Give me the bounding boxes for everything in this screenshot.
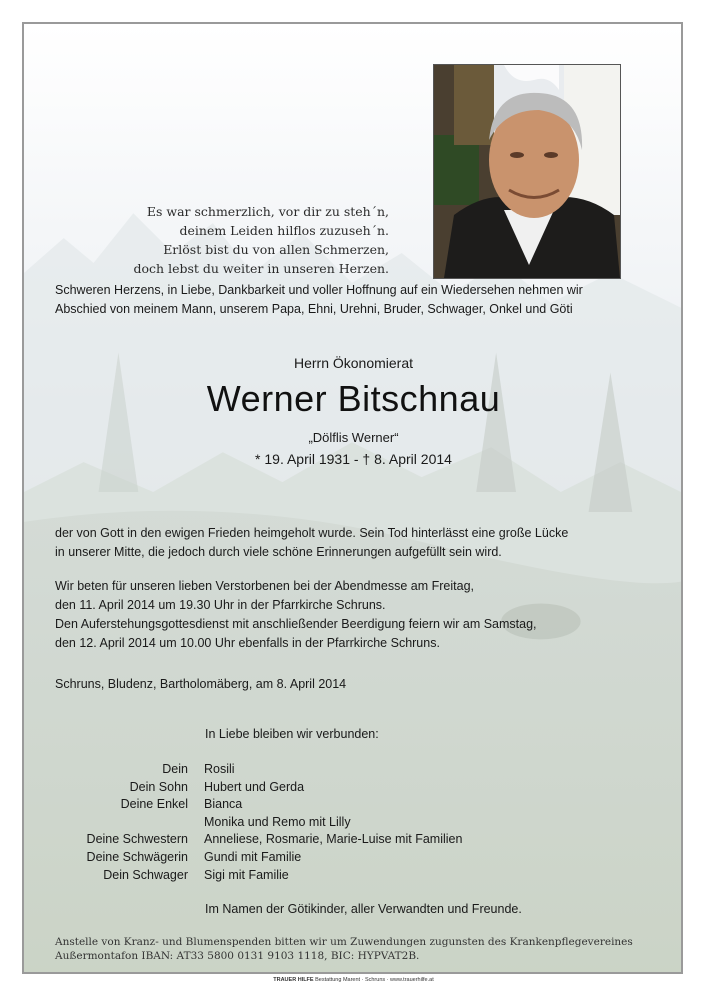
poem-line: Es war schmerzlich, vor dir zu steh´n, [146,204,389,219]
poem-line: deinem Leiden hilflos zuzuseh´n. [179,223,389,238]
donation-line: Außermontafon IBAN: AT33 5800 0131 9103 1118, BIC: HYPVAT2B. [55,950,420,962]
family-names: Monika und Remo mit Lilly [204,814,351,829]
family-relation: Deine Enkel [120,797,188,812]
intro-line: Abschied von meinem Mann, unserem Papa, Ehni, Urehni, Bruder, Schwager, Onkel und Göti [55,302,573,316]
family-names: Bianca [204,797,243,812]
family-row [0,814,462,832]
family-names: Hubert und Gerda [204,779,305,794]
family-names: Gundi mit Familie [204,849,302,864]
paragraph-line: in unserer Mitte, die jedoch durch viele schöne Erinnerungen aufgefüllt sein wird. [55,545,502,559]
family-relation: Deine Schwestern [86,832,188,847]
paragraph-services [55,577,655,653]
family-row [0,849,462,867]
poem [109,202,389,278]
donation-line: Anstelle von Kranz- und Blumenspenden bitten wir um Zuwendungen zugunsten des Krankenpflegevereines [55,936,633,948]
family-relation [0,814,204,832]
intro-text [55,281,635,319]
family-row [0,796,462,814]
intro-line: Schweren Herzens, in Liebe, Dankbarkeit und voller Hoffnung auf ein Wiedersehen nehmen wir [55,283,583,297]
place-date: Schruns, Bludenz, Bartholomäberg, am 8. April 2014 [55,677,347,691]
deceased-name: Werner Bitschnau [206,378,501,419]
deceased-nickname: „Dölflis Werner“ [308,430,399,445]
paragraph-line: Den Auferstehungsgottesdienst mit anschließender Beerdigung feiern wir am Samstag, [55,617,537,631]
family-relation: Deine Schwägerin [86,849,188,864]
footer-text: Bestattung Marent · Schruns · www.trauerhilfe.at [315,977,434,983]
family-row [0,831,462,849]
portrait-photo [433,64,621,279]
paragraph-line: den 12. April 2014 um 10.00 Uhr ebenfalls in der Pfarrkirche Schruns. [55,636,440,650]
family-list [0,761,462,884]
poem-line: Erlöst bist du von allen Schmerzen, [163,242,389,257]
family-names: Rosili [204,762,235,776]
life-dates: * 19. April 1931 - † 8. April 2014 [255,451,452,467]
family-relation: Dein Schwager [103,867,188,882]
family-row [0,761,462,779]
signoff: In Liebe bleiben wir verbunden: [205,727,379,741]
donation-note [55,935,635,963]
family-names: Sigi mit Familie [204,867,289,882]
footer-brand: TRAUER HILFE [273,977,314,983]
family-row [0,867,462,885]
paragraph-passing [55,524,655,562]
footer [0,977,707,983]
family-row [0,779,462,797]
family-relation: Dein [162,762,188,776]
deceased-title: Herrn Ökonomierat [293,355,414,371]
family-relation: Dein Sohn [129,779,188,794]
family-names: Anneliese, Rosmarie, Marie-Luise mit Familien [204,832,463,847]
paragraph-line: Wir beten für unseren lieben Verstorbenen bei der Abendmesse am Freitag, [55,579,474,593]
poem-line: doch lebst du weiter in unseren Herzen. [133,261,389,276]
paragraph-line: den 11. April 2014 um 19.30 Uhr in der Pfarrkirche Schruns. [55,598,386,612]
closing-line: Im Namen der Götikinder, aller Verwandten und Freunde. [205,902,522,916]
paragraph-line: der von Gott in den ewigen Frieden heimgeholt wurde. Sein Tod hinterlässt eine große Lücke [55,526,569,540]
